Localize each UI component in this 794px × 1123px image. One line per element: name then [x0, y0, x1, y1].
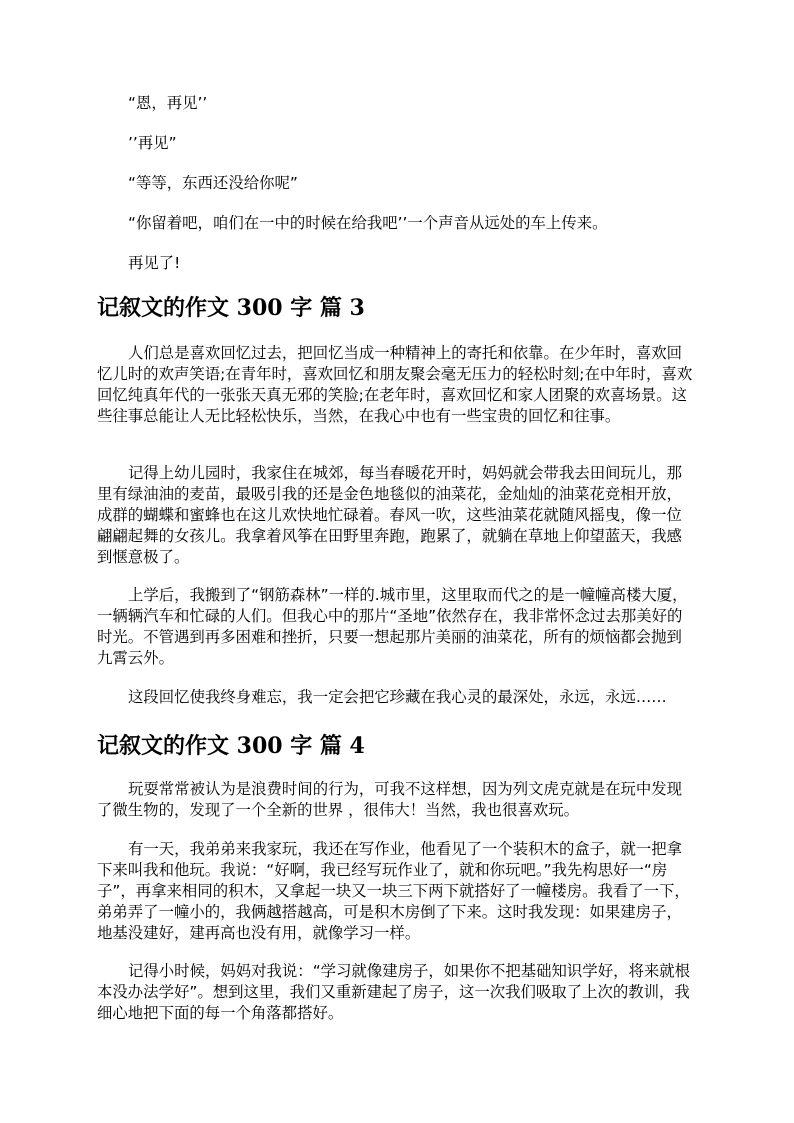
section-3-title: 记叙文的作文 300 字 篇 3	[97, 295, 365, 321]
section-4-title: 记叙文的作文 300 字 篇 4	[97, 733, 365, 759]
dialogue-line: 再见了!	[128, 254, 181, 272]
paragraph: 这段回忆使我终身难忘，我一定会把它珍藏在我心灵的最深处，永远，永远……	[128, 688, 667, 706]
paragraph: 记得上幼儿园时，我家住在城郊，每当春暖花开时，妈妈就会带我去田间玩儿，那里有绿油油的麦苗，最吸引我的还是金色地毯似的油菜花，金灿灿的油菜花竞相开放，成群的蝴蝶和蜜蜂也在这儿欢快地忙碌着。春风一吹，这些油菜花就随风摇曳，像一位翩翩起舞的女孩儿。我拿着风筝在田野里奔跑，跑累了，就躺在草地上仰望蓝天，我感到惬意极了。	[97, 464, 683, 566]
paragraph: 人们总是喜欢回忆过去，把回忆当成一种精神上的寄托和依靠。在少年时，喜欢回忆儿时的欢声笑语;在青年时，喜欢回忆和朋友聚会毫无压力的轻松时刻;在中年时，喜欢回忆纯真年代的一张张天真无邪的笑脸;在老年时，喜欢回忆和家人团聚的欢喜场景。这些往事总能让人无比轻松快乐，当然，在我心中也有一些宝贵的回忆和往事。	[97, 344, 693, 425]
dialogue-line: “恩，再见’’	[128, 94, 208, 112]
dialogue-line: “你留着吧，咱们在一中的时候在给我吧’’一个声音从远处的车上传来。	[128, 214, 608, 232]
dialogue-line: ’’再见”	[128, 134, 177, 152]
paragraph: 记得小时候，妈妈对我说：“学习就像建房子，如果你不把基础知识学好，将来就根本没办法学好”。想到这里，我们又重新建起了房子，这一次我们吸取了上次的教训，我细心地把下面的每一个角落都搭好。	[97, 962, 691, 1022]
paragraph: 有一天，我弟弟来我家玩，我还在写作业，他看见了一个装积木的盒子，就一把拿下来叫我和他玩。我说：“好啊，我已经写玩作业了，就和你玩吧。”我先构思好一“房子”，再拿来相同的积木，又拿起一块又一块三下两下就搭好了一幢楼房。我看了一下，弟弟弄了一幢小的，我俩越搭越高，可是积木房倒了下来。这时我发现：如果建房子，地基没建好，建再高也没有用，就像学习一样。	[97, 840, 690, 942]
paragraph: 玩耍常常被认为是浪费时间的行为，可我不这样想，因为列文虎克就是在玩中发现了微生物的，发现了一个全新的世界 ，很伟大！当然，我也很喜欢玩。	[97, 780, 683, 819]
dialogue-line: “等等，东西还没给你呢”	[128, 174, 298, 192]
paragraph: 上学后，我搬到了“钢筋森林”一样的.城市里，这里取而代之的是一幢幢高楼大厦，一辆辆汽车和忙碌的人们。但我心中的那片“圣地”依然存在，我非常怀念过去那美好的时光。不管遇到再多困难和挫折，只要一想起那片美丽的油菜花，所有的烦恼都会抛到九霄云外。	[97, 586, 688, 667]
